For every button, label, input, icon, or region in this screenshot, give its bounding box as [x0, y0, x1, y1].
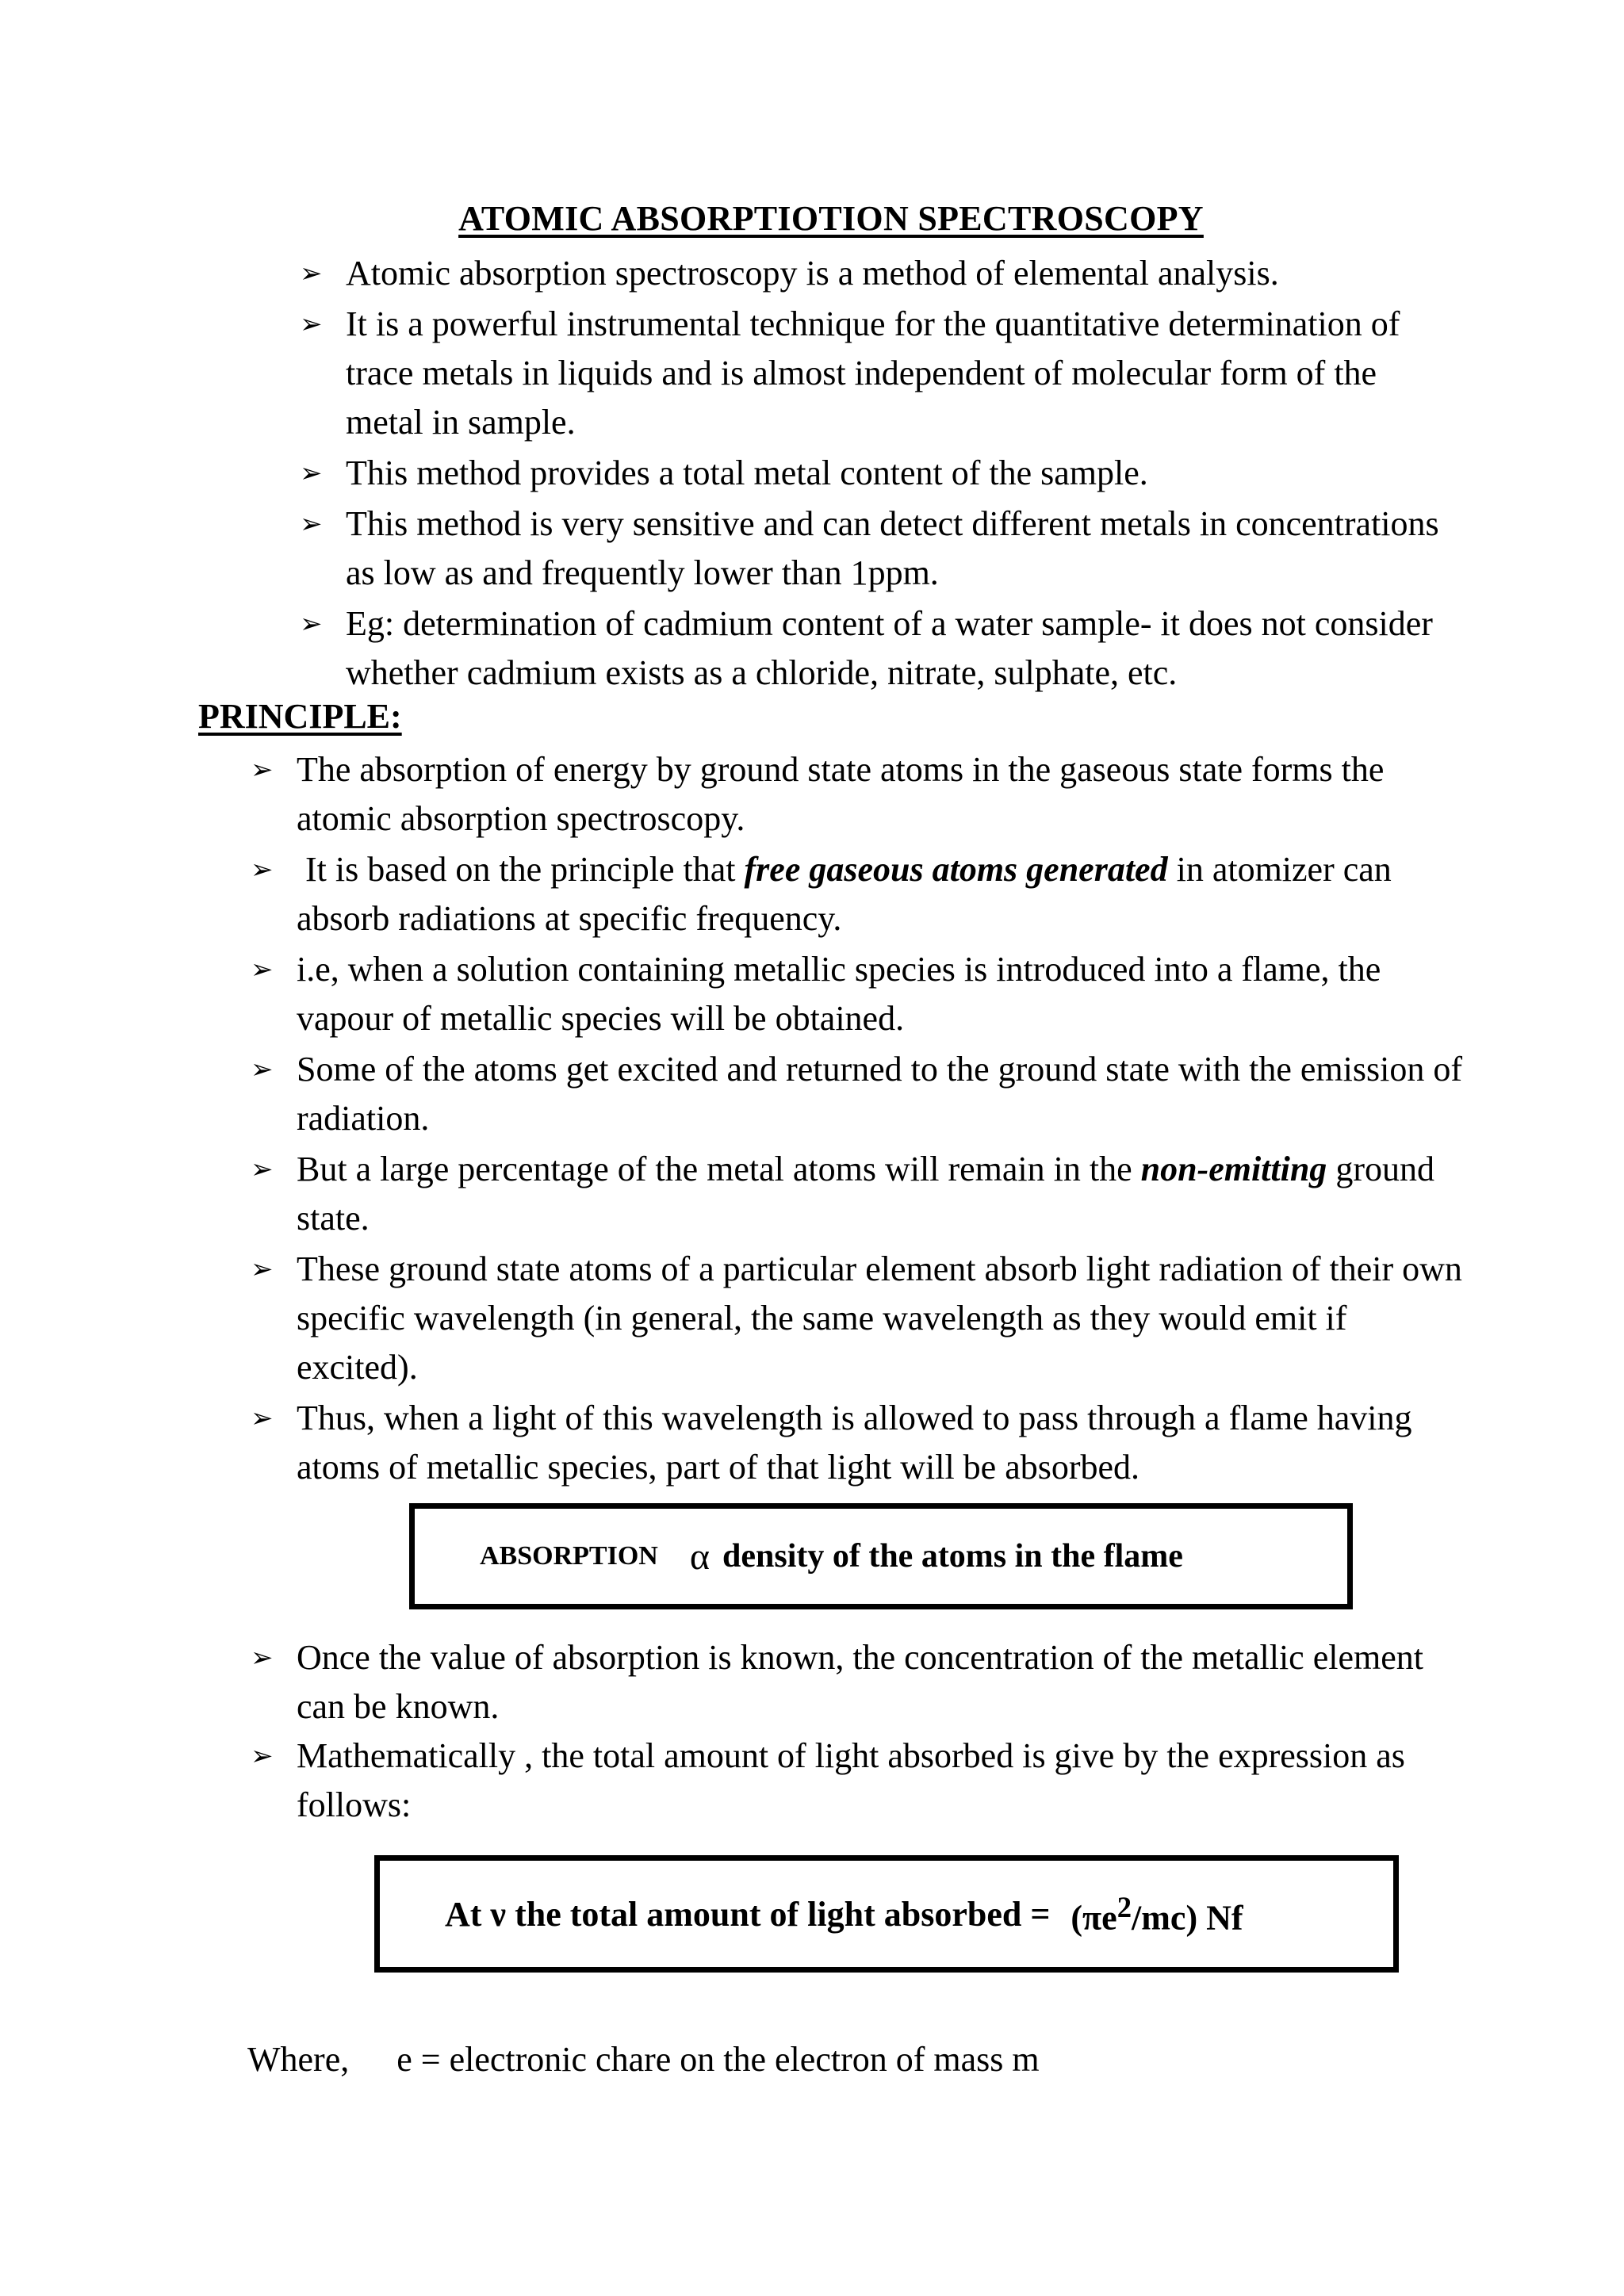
list-item	[251, 1732, 1462, 1830]
arrowhead-bullet-icon: ➢	[251, 854, 274, 886]
list-item	[251, 1394, 1462, 1492]
absorption-proportionality-box	[409, 1503, 1353, 1609]
arrowhead-bullet-icon: ➢	[300, 308, 323, 340]
arrowhead-bullet-icon: ➢	[251, 1642, 274, 1674]
formula-lead-text: At ν the total amount of light absorbed =	[445, 1894, 1051, 1934]
emphasized-phrase: free gaseous atoms generated	[744, 850, 1168, 889]
list-item	[300, 249, 1456, 298]
proportional-symbol: α	[689, 1535, 710, 1578]
list-item	[251, 1245, 1462, 1392]
bullet-text: This method is very sensitive and can detect different metals in concentrations as low as and frequently lower than 1ppm.	[346, 504, 1439, 592]
intro-bullet-list	[300, 249, 1456, 699]
bullet-text: Thus, when a light of this wavelength is allowed to pass through a flame having atoms of metallic species, part of that light will be absorbed.	[297, 1399, 1412, 1487]
absorption-label: ABSORPTION	[480, 1541, 658, 1571]
bullet-text: It is a powerful instrumental technique for the quantitative determination of trace metals in liquids and is almost independent of molecular form of the metal in sample.	[346, 304, 1400, 442]
arrowhead-bullet-icon: ➢	[251, 1402, 274, 1434]
arrowhead-bullet-icon: ➢	[300, 508, 323, 540]
where-definition-text: e = electronic chare on the electron of mass m	[396, 2040, 1040, 2079]
bullet-text: Once the value of absorption is known, the concentration of the metallic element can be known.	[297, 1638, 1423, 1726]
list-item	[300, 449, 1456, 498]
arrowhead-bullet-icon: ➢	[251, 1154, 274, 1185]
formula-expression	[1071, 1890, 1243, 1938]
bullet-text: Eg: determination of cadmium content of a water sample- it does not consider whether cadmium exists as a chloride, nitrate, sulphate, etc.	[346, 604, 1433, 692]
bullet-text: But a large percentage of the metal atoms will remain in the	[297, 1150, 1141, 1188]
arrowhead-bullet-icon: ➢	[251, 954, 274, 985]
principle-bullet-list	[251, 745, 1462, 1494]
arrowhead-bullet-icon: ➢	[251, 1740, 274, 1772]
formula-part: /mc) Nf	[1132, 1898, 1243, 1938]
bullet-text: in atomizer can absorb radiations at specific frequency.	[297, 850, 1392, 938]
arrowhead-bullet-icon: ➢	[300, 608, 323, 640]
emphasized-phrase: non-emitting	[1140, 1150, 1327, 1188]
formula-part: (πe	[1071, 1898, 1117, 1938]
bullet-text: The absorption of energy by ground state atoms in the gaseous state forms the atomic absorption spectroscopy.	[297, 750, 1385, 838]
where-label: Where,	[247, 2040, 350, 2079]
arrowhead-bullet-icon: ➢	[251, 754, 274, 786]
bullet-text: These ground state atoms of a particular element absorb light radiation of their own specific wavelength (in general, the same wavelength as they would emit if excited).	[297, 1249, 1462, 1387]
bullet-text: ground state.	[297, 1150, 1434, 1238]
list-item	[251, 945, 1462, 1043]
list-item	[251, 845, 1462, 943]
bullet-text: Atomic absorption spectroscopy is a method of elemental analysis.	[346, 254, 1279, 293]
list-item	[300, 300, 1456, 447]
where-definition	[247, 2039, 1040, 2080]
list-item	[251, 1633, 1462, 1732]
list-item	[251, 1045, 1462, 1143]
list-item	[300, 499, 1456, 598]
formula-superscript: 2	[1116, 1890, 1132, 1923]
absorption-formula-box	[374, 1855, 1399, 1973]
arrowhead-bullet-icon: ➢	[251, 1054, 274, 1085]
list-item	[251, 745, 1462, 844]
after-box-bullet-list	[251, 1633, 1462, 1830]
arrowhead-bullet-icon: ➢	[300, 258, 323, 289]
bullet-text: i.e, when a solution containing metallic species is introduced into a flame, the vapour of metallic species will be obtained.	[297, 950, 1381, 1038]
bullet-text: It is based on the principle that	[305, 850, 745, 889]
arrowhead-bullet-icon: ➢	[300, 457, 323, 489]
absorption-relation-text: density of the atoms in the flame	[722, 1538, 1183, 1575]
list-item	[300, 599, 1456, 698]
bullet-text: This method provides a total metal content of the sample.	[346, 453, 1148, 492]
list-item	[251, 1145, 1462, 1243]
principle-heading: PRINCIPLE:	[198, 697, 402, 736]
page-title: ATOMIC ABSORPTIOTION SPECTROSCOPY	[458, 199, 1204, 238]
bullet-text: Some of the atoms get excited and returned to the ground state with the emission of radiation.	[297, 1050, 1462, 1138]
arrowhead-bullet-icon: ➢	[251, 1253, 274, 1285]
bullet-text: Mathematically , the total amount of light absorbed is give by the expression as follows:	[297, 1736, 1405, 1824]
